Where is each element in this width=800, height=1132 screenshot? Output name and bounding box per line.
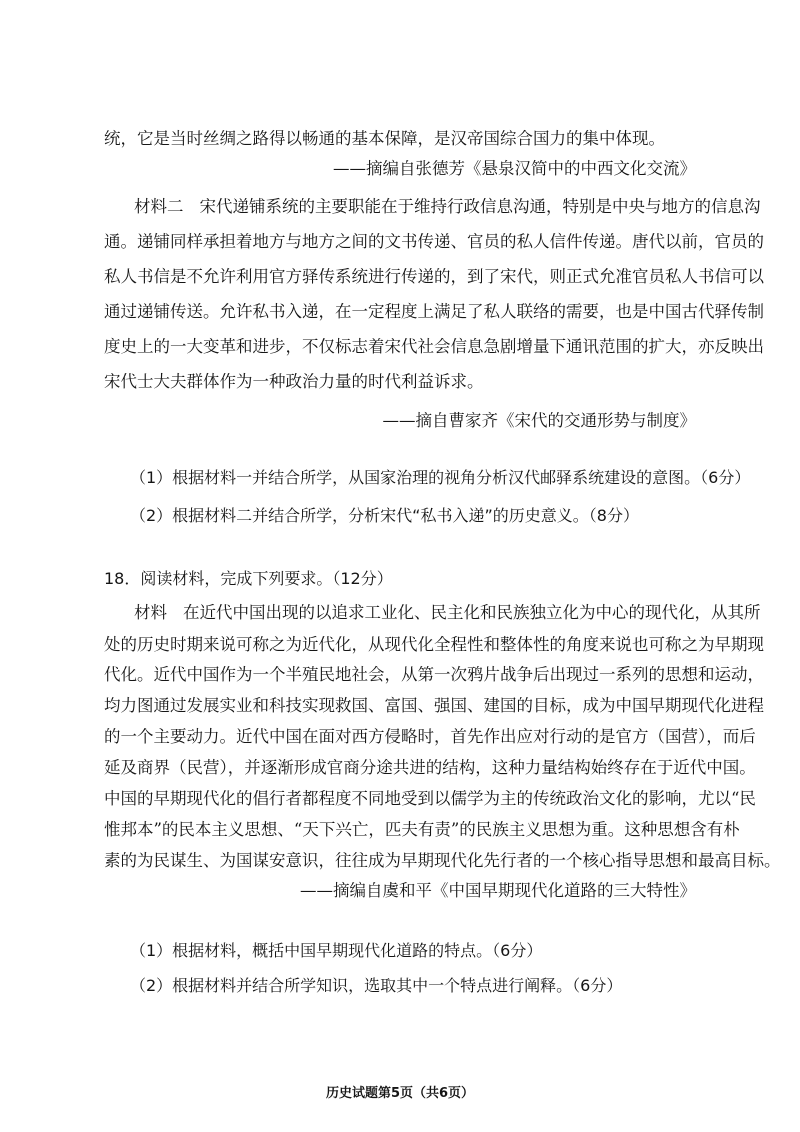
material18-text-line: 在近代中国出现的以追求工业化、民主化和民族独立化为中心的现代化，从其所 <box>183 603 761 622</box>
material2-text-line: 宋代递铺系统的主要职能在于维持行政信息沟通，特别是中央与地方的信息沟 <box>199 197 761 216</box>
source-citation-2: ——摘自曹家齐《宋代的交通形势与制度》 <box>382 411 696 430</box>
material2-label: 材料二 <box>134 197 184 216</box>
material2-text-line: 通过递铺传送。允许私书入递，在一定程度上满足了私人联络的需要，也是中国古代驿传制 <box>104 302 764 321</box>
continued-text-line: 统，它是当时丝绸之路得以畅通的基本保障，是汉帝国综合国力的集中体现。 <box>104 129 665 148</box>
material18-text-line: 中国的早期现代化的倡行者都程度不同地受到以儒学为主的传统政治文化的影响，尤以“民 <box>104 789 756 808</box>
source-citation-3: ——摘编自虞和平《中国早期现代化道路的三大特性》 <box>300 881 696 900</box>
material2-text-line: 度史上的一大变革和进步，不仅标志着宋代社会信息急剧增量下通讯范围的扩大，亦反映出 <box>104 337 764 356</box>
material2-text-line: 私人书信是不允许利用官方驿传系统进行传递的，到了宋代，则正式允准官员私人书信可以 <box>104 267 764 286</box>
source-citation-1: ——摘编自张德芳《悬泉汉简中的中西文化交流》 <box>333 159 696 178</box>
question-18-2: （2）根据材料并结合所学知识，选取其中一个特点进行阐释。（6分） <box>130 976 623 995</box>
material18-text-line: 惟邦本”的民本主义思想、“天下兴亡，匹夫有责”的民族主义思想为重。这种思想含有朴 <box>104 820 740 839</box>
material2-first-line <box>134 196 761 218</box>
material18-text-line: 处的历史时期来说可称之为近代化，从现代化全程性和整体性的角度来说也可称之为早期现 <box>104 635 764 654</box>
material18-first-line <box>134 602 761 624</box>
material18-text-line: 代化。近代中国作为一个半殖民地社会，从第一次鸦片战争后出现过一系列的思想和运动， <box>104 665 764 684</box>
material2-text-line: 宋代士大夫群体作为一种政治力量的时代利益诉求。 <box>104 372 484 391</box>
page-footer: 历史试题第5页（共6页） <box>325 1086 475 1101</box>
question-17-1: （1）根据材料一并结合所学，从国家治理的视角分析汉代邮驿系统建设的意图。（6分） <box>130 468 751 487</box>
material18-label: 材料 <box>134 603 167 622</box>
material18-text-line: 延及商界（民营），并逐渐形成官商分途共进的结构，这种力量结构始终存在于近代中国。 <box>104 758 756 777</box>
material18-text-line: 的一个主要动力。近代中国在面对西方侵略时，首先作出应对行动的是官方（国营），而后 <box>104 727 756 746</box>
material18-text-line: 均力图通过发展实业和科技实现救国、富国、强国、建国的目标，成为中国早期现代化进程 <box>104 696 764 715</box>
question-18-heading: 18．阅读材料，完成下列要求。（12分） <box>104 569 393 588</box>
question-18-1: （1）根据材料，概括中国早期现代化道路的特点。（6分） <box>130 941 543 960</box>
material18-text-line: 素的为民谋生、为国谋安意识，往往成为早期现代化先行者的一个核心指导思想和最高目标。 <box>104 851 781 870</box>
material2-text-line: 通。递铺同样承担着地方与地方之间的文书传递、官员的私人信件传递。唐代以前，官员的 <box>104 232 764 251</box>
question-17-2: （2）根据材料二并结合所学，分析宋代“私书入递”的历史意义。（8分） <box>130 506 639 525</box>
